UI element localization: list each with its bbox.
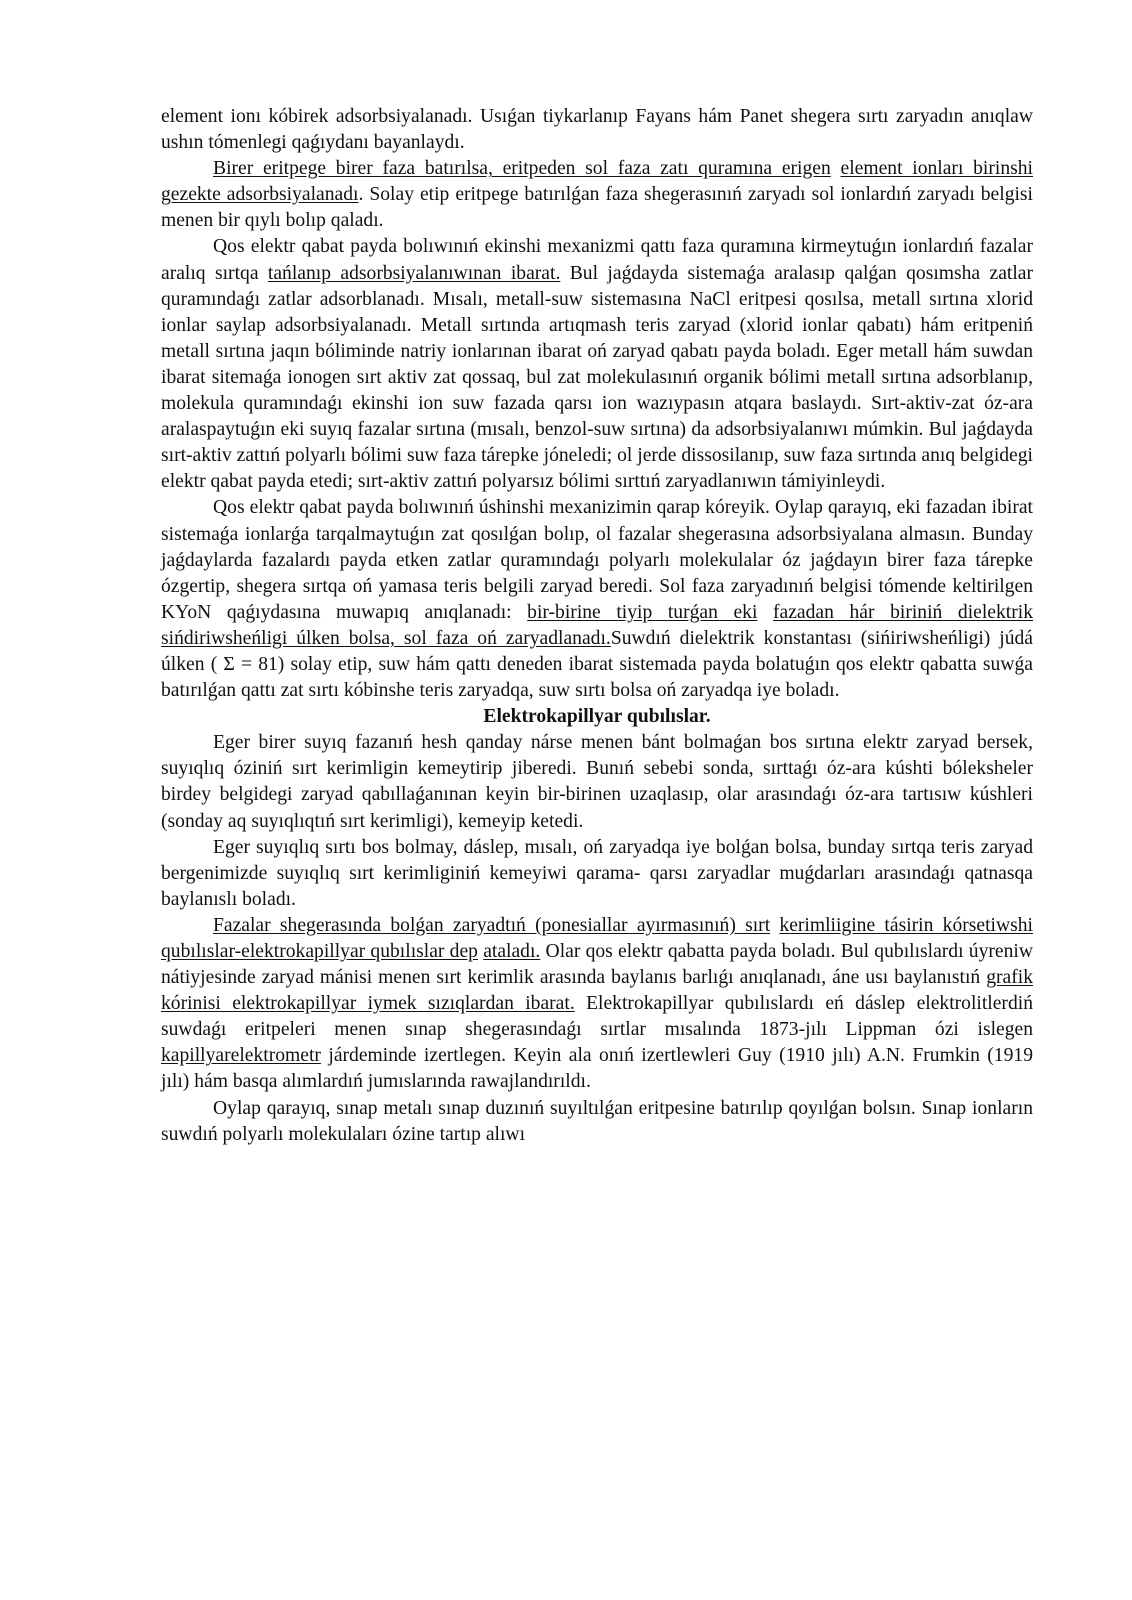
- text-run: Suwdıń dielektrik konstantası (sińiriwsheńligi) júdá úlken ( Σ = 81) solay etip, suw hám qattı deneden ibarat sistemada payda bolatuǵın qos elektr qabatta suwǵa batırılǵan qattı zat sırtı kóbinshe teris zaryadqa, suw sırtı bolsa oń zaryadqa iye boladı.: [161, 627, 1033, 702]
- text-run: Bul jaǵdayda sistemaǵa aralasıp qalǵan qosımsha zatlar quramındaǵı zatlar adsorblanadı. Mısalı, metall-suw sistemasına NaCl eritpesi qosılsa, metall sırtına xlorid ionlar saylap adsorbsiyalanadı. Metall sırtında artıqmash teris zaryad (xlorid ionlar qabatı) hám eritpeniń metall sırtına jaqın bóliminde natriy ionlarınan ibarat oń zaryad qabatı payda boladı. Eger metall hám suwdan ibarat sitemaǵa ionogen sırt aktiv zat qossaq, bul zat molekulasınıń organik bólimi metall sırtına adsorblanıp, molekula quramındaǵı ekinshi ion suw fazada qarsı ion wazıypasın atqara baslaydı. Sırt-aktiv-zat óz-ara aralaspaytuǵın eki suyıq fazalar sırtına (mısalı, benzol-suw sırtına) da adsorbsiyalanıwı múmkin. Bul jaǵdayda sırt-aktiv zattıń polyarlı bólimi suw faza tárepke jóneledi; ol jerde dissosilanıp, suw faza sırtında anıq belgidegi elektr qabat payda etedi; sırt-aktiv zattıń polyarsız bólimi sırttıń zaryadlanıwın támiyinleydi.: [161, 262, 1034, 493]
- text-run: Qos elektr qabat payda bolıwınıń ekinshi mexanizmi qattı faza quramına kirmeytuǵın ionlardıń fazalar aralıq sırtqa: [161, 236, 1033, 284]
- paragraph-7: [161, 913, 1033, 1096]
- underlined-text: bir-birine tiyip turǵan eki: [527, 601, 758, 623]
- text-run: . Solay etip eritpege batırılǵan faza shegerasınıń zaryadı sol ionlardıń zaryadı belgisi menen bir qıylı bolıp qaladı.: [161, 184, 1034, 232]
- paragraph-4: [161, 495, 1033, 704]
- paragraph-1: [161, 104, 1033, 156]
- text-run: Eger birer suyıq fazanıń hesh qanday nárse menen bánt bolmaǵan bos sırtına elektr zaryad bersek, suyıqlıq óziniń sırt kerimligin kemeytirip jiberedi. Bunıń sebebi sonda, sırttaǵı óz-ara kúshti bóleksheler birdey belgidegi zaryad qabıllaǵanınan keyin bir-birinen uzaqlasıp, olar arasındaǵı óz-ara tartısıw kúshleri (sonday aq suyıqlıqtıń sırt kerimligi), kemeyip ketedi.: [161, 732, 1033, 832]
- paragraph-5: [161, 730, 1033, 834]
- underlined-text: kerimliigine tásirin kórsetiwshi qubılıslar-elektrokapillyar qubılıslar dep: [161, 914, 1033, 962]
- paragraph-6: [161, 835, 1033, 913]
- underlined-text: fazadan hár biriniń dielektrik sińdiriwsheńligi úlken bolsa, sol faza oń zaryadlanadı.: [161, 601, 1033, 649]
- text-run: [831, 158, 841, 179]
- underlined-text: kapillyarelektrometr: [161, 1045, 321, 1067]
- text-run: Olar qos elektr qabatta payda boladı. Bul qubılıslardı úyreniw nátiyjesinde zaryad mánisi menen sırt kerimlik arasında baylanıs barlıǵı anıqlanadı, áne usı baylanıstıń: [161, 941, 1033, 989]
- section-heading: Elektrokapillyar qubılıslar.: [483, 706, 711, 728]
- underlined-text: grafik kórinisi elektrokapillyar iymek sızıqlardan ibarat.: [161, 967, 1033, 1015]
- document-page: [161, 104, 1033, 1148]
- paragraph-2: [161, 156, 1033, 234]
- underlined-text: ataladı.: [483, 941, 541, 962]
- underlined-text: tańlanıp adsorbsiyalanıwınan ibarat.: [267, 262, 561, 284]
- text-run: járdeminde izertlegen. Keyin ala onıń izertlewleri Guy (1910 jılı) A.N. Frumkin (1919 jılı) hám basqa alımlardıń jumıslarında rawajlandırıldı.: [161, 1045, 1033, 1093]
- text-run: Eger suyıqlıq sırtı bos bolmay, dáslep, mısalı, oń zaryadqa iye bolǵan bolsa, bunday sırtqa teris zaryad bergenimizde suyıqlıq sırt kerimliginiń kemeyiwi qarama- qarsı zaryadlar muǵdarları arasındaǵı qatnasqa baylanıslı boladı.: [161, 836, 1033, 910]
- underlined-text: Fazalar shegerasında bolǵan zaryadtıń (ponesiallar ayırmasınıń) sırt: [213, 914, 771, 936]
- underlined-text: Birer eritpege birer faza batırılsa, eritpeden sol faza zatı quramına erigen: [213, 158, 831, 180]
- text-run: element ionı kóbirek adsorbsiyalanadı. Usıǵan tiykarlanıp Fayans hám Panet shegera sırtı zaryadın anıqlaw ushın tómenlegi qaǵıydanı bayanlaydı.: [161, 106, 1033, 154]
- text-run: Elektrokapillyar qubılıslardı eń dáslep elektrolitlerdiń suwdaǵı eritpeleri menen sınap shegerasındaǵı sırtlar mısalında 1873-jılı Lippman ózi islegen: [161, 993, 1033, 1041]
- text-run: Qos elektr qabat payda bolıwınıń úshinshi mexanizimin qarap kóreyik. Oylap qarayıq, eki fazadan ibirat sistemaǵa ionlarǵa tarqalmaytuǵın zat qosılǵan bolıp, ol fazalar shegerasına adsorbsiyalana almasın. Bunday jaǵdaylarda fazalardı payda etken zatlar quramındaǵı polyarlı molekulalar óz jaǵdayın birer faza tárepke ózgertip, shegera sırtqa oń yamasa teris belgili zaryad beredi. Sol faza zaryadınıń belgisi tómende keltirilgen KYoN qaǵıydasına muwapıq anıqlanadı:: [161, 497, 1033, 623]
- text-run: [757, 602, 773, 623]
- underlined-text: element ionları birinshi gezekte adsorbsiyalanadı: [161, 158, 1033, 206]
- paragraph-8: [161, 1096, 1033, 1148]
- text-run: Oylap qarayıq, sınap metalı sınap duzınıń suyıltılǵan eritpesine batırılıp qoyılǵan bolsın. Sınap ionların suwdıń polyarlı molekulaları ózine tartıp alıwı: [161, 1097, 1033, 1145]
- paragraph-3: [161, 234, 1033, 495]
